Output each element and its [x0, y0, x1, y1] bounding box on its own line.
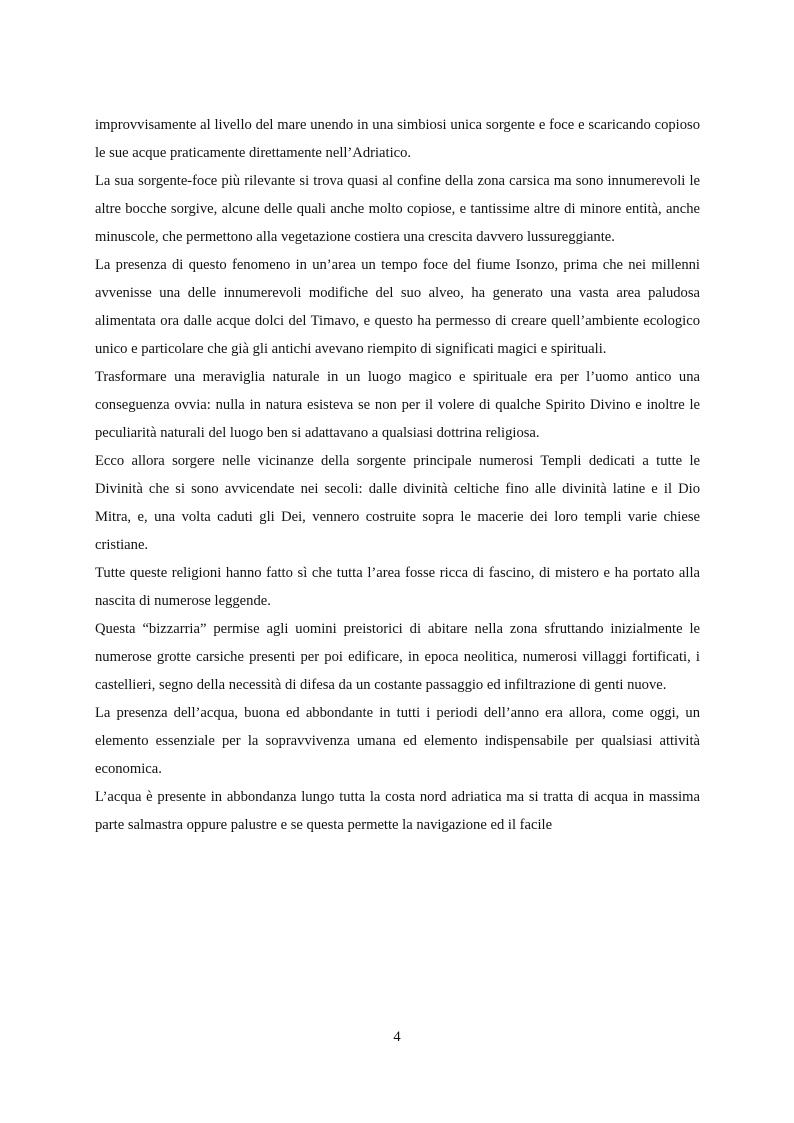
paragraph-5: Ecco allora sorgere nelle vicinanze della sorgente principale numerosi Templi dedicati a tutte le Divinità che si sono avvicendate nei secoli: dalle divinità celtiche fino alle divinità latine e il Dio Mitra, e, una volta caduti gli Dei, vennero costruite sopra le macerie dei loro templi varie chiese cristiane.	[95, 453, 700, 553]
body-text	[95, 111, 700, 839]
paragraph-9: L’acqua è presente in abbondanza lungo tutta la costa nord adriatica ma si tratta di acqua in massima parte salmastra oppure palustre e se questa permette la navigazione ed il facile	[95, 789, 700, 833]
paragraph-2: La sua sorgente-foce più rilevante si trova quasi al confine della zona carsica ma sono innumerevoli le altre bocche sorgive, alcune delle quali anche molto copiose, e tantissime altre di minore entità, anche minuscole, che permettono alla vegetazione costiera una crescita davvero lussureggiante.	[95, 173, 700, 245]
paragraph-1: improvvisamente al livello del mare unendo in una simbiosi unica sorgente e foce e scaricando copioso le sue acque praticamente direttamente nell’Adriatico.	[95, 117, 700, 161]
paragraph-6: Tutte queste religioni hanno fatto sì che tutta l’area fosse ricca di fascino, di mistero e ha portato alla nascita di numerose leggende.	[95, 565, 700, 609]
paragraph-3: La presenza di questo fenomeno in un’area un tempo foce del fiume Isonzo, prima che nei millenni avvenisse una delle innumerevoli modifiche del suo alveo, ha generato una vasta area paludosa alimentata ora dalle acque dolci del Timavo, e questo ha permesso di creare quell’ambiente ecologico unico e particolare che già gli antichi avevano riempito di significati magici e spirituali.	[95, 257, 700, 357]
page-number: 4	[393, 1029, 401, 1045]
paragraph-7: Questa “bizzarria” permise agli uomini preistorici di abitare nella zona sfruttando inizialmente le numerose grotte carsiche presenti per poi edificare, in epoca neolitica, numerosi villaggi fortificati, i castellieri, segno della necessità di difesa da un costante passaggio ed infiltrazione di genti nuove.	[95, 621, 700, 693]
paragraph-4: Trasformare una meraviglia naturale in un luogo magico e spirituale era per l’uomo antico una conseguenza ovvia: nulla in natura esisteva se non per il volere di qualche Spirito Divino e inoltre le peculiarità naturali del luogo ben si adattavano a qualsiasi dottrina religiosa.	[95, 369, 700, 441]
paragraph-8: La presenza dell’acqua, buona ed abbondante in tutti i periodi dell’anno era allora, come oggi, un elemento essenziale per la sopravvivenza umana ed elemento indispensabile per qualsiasi attività economica.	[95, 705, 700, 777]
